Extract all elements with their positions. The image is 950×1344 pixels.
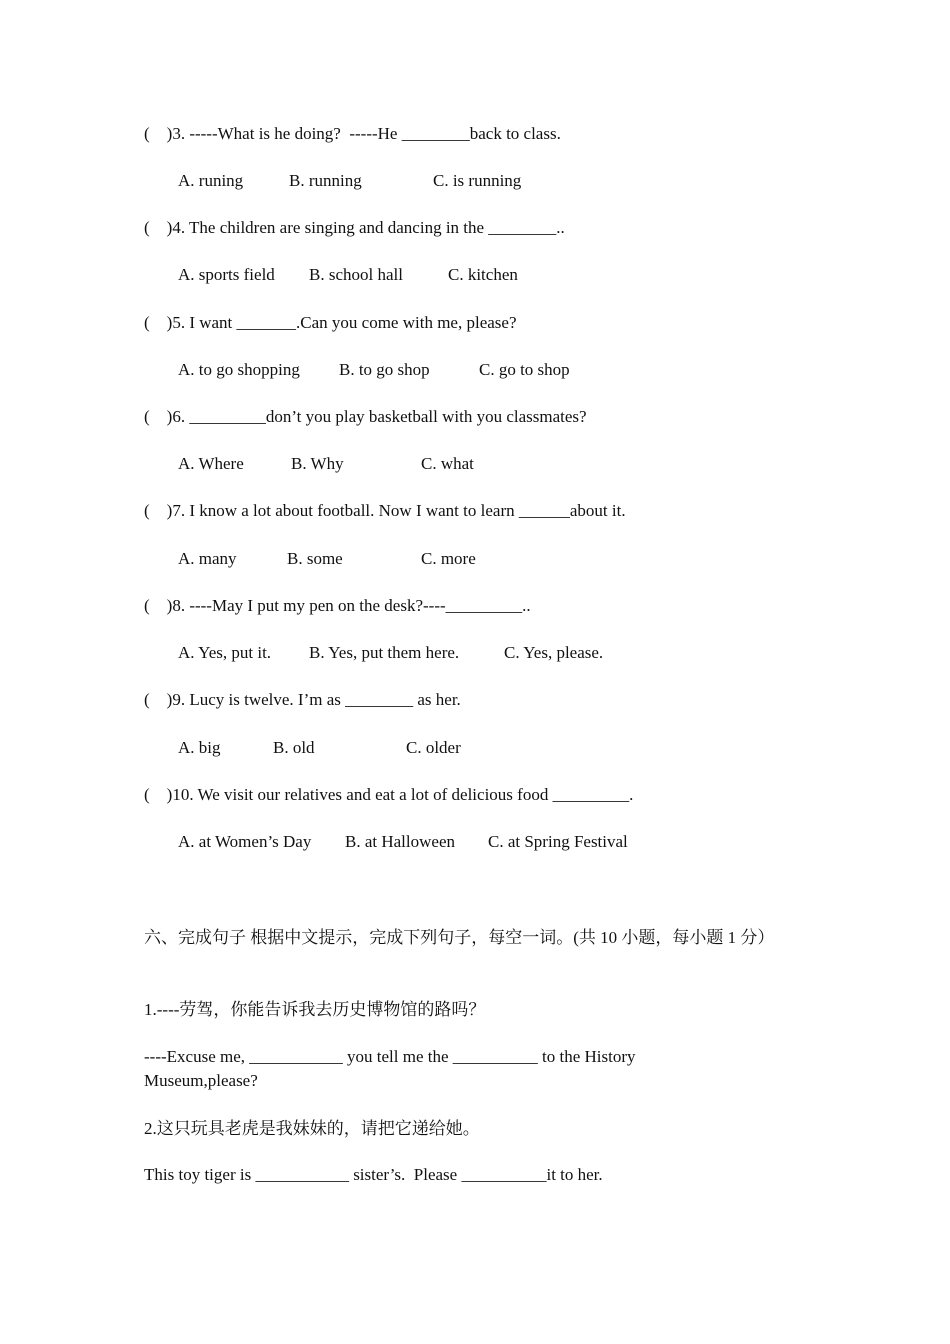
- sentence-1-chinese: 1.----劳驾，你能告诉我去历史博物馆的路吗？: [144, 1000, 486, 1019]
- question-7-option-b: B. some: [287, 549, 343, 568]
- question-9-option-c: C. older: [406, 738, 461, 757]
- question-4-option-c: C. kitchen: [448, 265, 518, 284]
- sentence-1-english: ----Excuse me, ___________ you tell me the __________ to the History Museum,please?: [144, 1047, 636, 1090]
- question-4-stem: ( )4. The children are singing and dancing in the ________..: [144, 218, 565, 237]
- question-8-option-a: A. Yes, put it.: [178, 643, 272, 662]
- question-10-option-c: C. at Spring Festival: [488, 832, 628, 851]
- sentence-2-english: This toy tiger is ___________ sister’s. Please __________it to her.: [144, 1165, 603, 1184]
- question-10-stem: ( )10. We visit our relatives and eat a lot of delicious food _________.: [144, 785, 634, 804]
- question-5-option-b: B. to go shop: [339, 360, 430, 379]
- question-5-option-a: A. to go shopping: [178, 360, 300, 379]
- question-7-stem: ( )7. I know a lot about football. Now I want to learn ______about it.: [144, 501, 626, 520]
- section-6-heading: 六、完成句子 根据中文提示，完成下列句子，每空一词。(共 10 小题，每小题 1 分）: [144, 928, 775, 947]
- question-8-option-c: C. Yes, please.: [504, 643, 604, 662]
- question-9-stem: ( )9. Lucy is twelve. I’m as ________ as her.: [144, 690, 461, 709]
- question-6-option-c: C. what: [421, 454, 474, 473]
- question-5-stem: ( )5. I want _______.Can you come with me, please?: [144, 313, 517, 332]
- question-4-option-b: B. school hall: [309, 265, 403, 284]
- question-3-stem: ( )3. -----What is he doing? -----He ________back to class.: [144, 124, 561, 143]
- sentence-2-chinese: 2.这只玩具老虎是我妹妹的，请把它递给她。: [144, 1119, 480, 1138]
- question-9-option-b: B. old: [273, 738, 315, 757]
- question-5-option-c: C. go to shop: [479, 360, 570, 379]
- question-6-stem: ( )6. _________don’t you play basketball with you classmates?: [144, 407, 587, 426]
- question-4-option-a: A. sports field: [178, 265, 275, 284]
- question-9-option-a: A. big: [178, 738, 221, 757]
- question-3-option-b: B. running: [289, 171, 362, 190]
- question-10-option-a: A. at Women’s Day: [178, 832, 312, 851]
- question-3-option-c: C. is running: [433, 171, 522, 190]
- question-8-option-b: B. Yes, put them here.: [309, 643, 460, 662]
- question-10-option-b: B. at Halloween: [345, 832, 455, 851]
- question-7-option-a: A. many: [178, 549, 237, 568]
- question-8-stem: ( )8. ----May I put my pen on the desk?----_________..: [144, 596, 531, 615]
- question-6-option-b: B. Why: [291, 454, 344, 473]
- question-7-option-c: C. more: [421, 549, 476, 568]
- question-6-option-a: A. Where: [178, 454, 244, 473]
- question-3-option-a: A. runing: [178, 171, 244, 190]
